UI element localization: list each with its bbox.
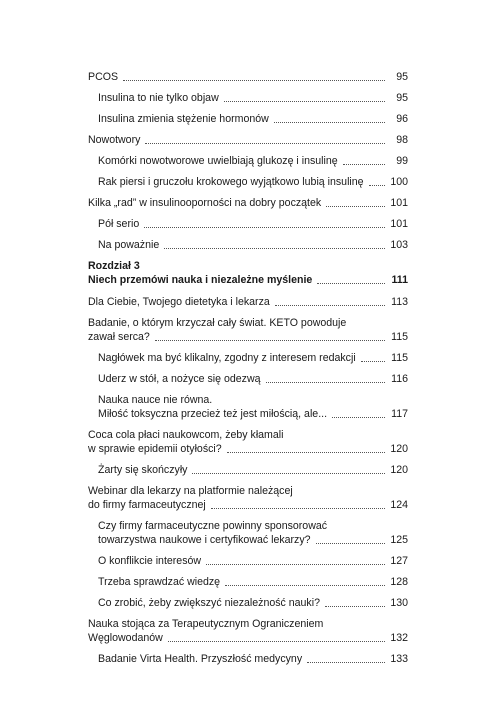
toc-section bbox=[88, 133, 408, 154]
toc-entry-line2 bbox=[88, 498, 408, 512]
toc-entry-line2 bbox=[98, 533, 408, 547]
dot-leader bbox=[275, 295, 385, 306]
dot-leader bbox=[325, 596, 385, 607]
dot-leader bbox=[227, 442, 385, 453]
page-number: 127 bbox=[390, 555, 408, 567]
dot-leader bbox=[192, 463, 385, 474]
chapter-title bbox=[88, 273, 408, 295]
page-number: 115 bbox=[391, 331, 408, 343]
toc-entry-title: Rak piersi i gruczołu krokowego wyjątkowo lubią insulinę bbox=[98, 176, 364, 188]
toc-section bbox=[88, 196, 408, 217]
toc-section bbox=[88, 70, 408, 91]
dot-leader bbox=[266, 372, 385, 383]
toc-entry-title-line2: zawał serca? bbox=[88, 331, 150, 343]
toc-subsection bbox=[88, 554, 408, 575]
dot-leader bbox=[369, 175, 385, 186]
page-number: 120 bbox=[390, 464, 408, 476]
toc-entry-title: Pół serio bbox=[98, 218, 140, 230]
page-number: 132 bbox=[390, 632, 408, 644]
dot-leader bbox=[144, 217, 385, 228]
toc-section bbox=[88, 617, 408, 652]
toc-subsection bbox=[88, 575, 408, 596]
toc-entry-title-line2: Węglowodanów bbox=[88, 632, 163, 644]
page-number: 98 bbox=[396, 134, 408, 146]
page-number: 101 bbox=[390, 197, 408, 209]
toc-subsection bbox=[88, 112, 408, 133]
page-number: 120 bbox=[390, 443, 408, 455]
dot-leader bbox=[274, 112, 385, 123]
page-number: 96 bbox=[396, 113, 408, 125]
toc-section bbox=[88, 428, 408, 463]
table-of-contents bbox=[88, 70, 408, 673]
page-number: 95 bbox=[396, 92, 408, 104]
dot-leader bbox=[343, 154, 385, 165]
toc-entry-title: Insulina zmienia stężenie hormonów bbox=[98, 113, 269, 125]
toc-entry-title-line1: Nauka stojąca za Terapeutycznym Ograniczeniem bbox=[88, 618, 324, 630]
toc-entry-title: Nagłówek ma być klikalny, zgodny z interesem redakcji bbox=[98, 352, 356, 364]
page-number: 111 bbox=[391, 274, 408, 286]
dot-leader bbox=[164, 238, 385, 249]
toc-entry-title-line2: Miłość toksyczna przecież też jest miłością, ale... bbox=[98, 408, 328, 420]
toc-entry-title: Uderz w stół, a nożyce się odezwą bbox=[98, 373, 261, 385]
chapter-label-text: Rozdział 3 bbox=[88, 260, 140, 272]
dot-leader bbox=[332, 407, 385, 418]
dot-leader bbox=[317, 273, 385, 284]
toc-subsection bbox=[88, 463, 408, 484]
toc-entry-title: Co zrobić, żeby zwiększyć niezależność nauki? bbox=[98, 597, 320, 609]
toc-subsection bbox=[88, 91, 408, 112]
page-number: 100 bbox=[390, 176, 408, 188]
toc-entry-title-line2: towarzystwa naukowe i certyfikować lekarzy? bbox=[98, 534, 311, 546]
toc-entry-title: Żarty się skończyły bbox=[98, 464, 188, 476]
dot-leader bbox=[206, 554, 385, 565]
dot-leader bbox=[224, 91, 385, 102]
toc-entry-title-line1: Webinar dla lekarzy na platformie należącej bbox=[88, 485, 293, 497]
toc-subsection bbox=[88, 175, 408, 196]
page-number: 101 bbox=[390, 218, 408, 230]
dot-leader bbox=[145, 133, 385, 144]
dot-leader bbox=[326, 196, 385, 207]
toc-entry-title-line2: do firmy farmaceutycznej bbox=[88, 499, 206, 511]
toc-entry-line2 bbox=[88, 442, 408, 456]
toc-subsection bbox=[88, 519, 408, 554]
toc-subsection bbox=[88, 393, 408, 428]
dot-leader bbox=[361, 351, 385, 362]
page-number: 124 bbox=[390, 499, 408, 511]
dot-leader bbox=[155, 330, 385, 341]
dot-leader bbox=[211, 498, 385, 509]
page-number: 130 bbox=[390, 597, 408, 609]
page-number: 133 bbox=[390, 653, 408, 665]
page-number: 103 bbox=[390, 239, 408, 251]
toc-entry-title: O konflikcie interesów bbox=[98, 555, 202, 567]
chapter-title-text: Niech przemówi nauka i niezależne myślenie bbox=[88, 274, 313, 286]
dot-leader bbox=[316, 533, 385, 544]
chapter-label bbox=[88, 259, 408, 273]
page-number: 113 bbox=[391, 296, 408, 308]
toc-entry-line2 bbox=[88, 631, 408, 645]
toc-subsection bbox=[88, 372, 408, 393]
page-number: 99 bbox=[396, 155, 408, 167]
toc-entry-title: Badanie Virta Health. Przyszłość medycyny bbox=[98, 653, 303, 665]
toc-entry-title-line1: Coca cola płaci naukowcom, żeby kłamali bbox=[88, 429, 284, 441]
toc-subsection bbox=[88, 351, 408, 372]
toc-entry-title-line2: w sprawie epidemii otyłości? bbox=[88, 443, 222, 455]
dot-leader bbox=[307, 652, 385, 663]
toc-entry-title: Insulina to nie tylko objaw bbox=[98, 92, 219, 104]
toc-section bbox=[88, 316, 408, 351]
page-number: 115 bbox=[391, 352, 408, 364]
toc-entry-title: Kilka „rad” w insulinooporności na dobry początek bbox=[88, 197, 322, 209]
toc-subsection bbox=[88, 154, 408, 175]
page-number: 125 bbox=[390, 534, 408, 546]
toc-entry-title: Dla Ciebie, Twojego dietetyka i lekarza bbox=[88, 296, 270, 308]
toc-subsection bbox=[88, 217, 408, 238]
toc-entry-title-line1: Nauka nauce nie równa. bbox=[98, 394, 213, 406]
toc-subsection bbox=[88, 596, 408, 617]
toc-entry-title-line1: Badanie, o którym krzyczał cały świat. KETO powoduje bbox=[88, 317, 347, 329]
toc-entry-line2 bbox=[98, 407, 408, 421]
toc-entry-line2 bbox=[88, 330, 408, 344]
toc-entry-title: PCOS bbox=[88, 71, 119, 83]
page-number: 95 bbox=[396, 71, 408, 83]
toc-subsection bbox=[88, 238, 408, 259]
dot-leader bbox=[168, 631, 385, 642]
page-number: 116 bbox=[391, 373, 408, 385]
dot-leader bbox=[123, 70, 385, 81]
toc-entry-title: Nowotwory bbox=[88, 134, 141, 146]
toc-section bbox=[88, 295, 408, 316]
toc-entry-title: Trzeba sprawdzać wiedzę bbox=[98, 576, 221, 588]
toc-entry-title: Komórki nowotworowe uwielbiają glukozę i insulinę bbox=[98, 155, 338, 167]
toc-section bbox=[88, 484, 408, 519]
toc-subsection bbox=[88, 652, 408, 673]
page-number: 128 bbox=[390, 576, 408, 588]
toc-entry-title-line1: Czy firmy farmaceutyczne powinny sponsorować bbox=[98, 520, 328, 532]
dot-leader bbox=[225, 575, 385, 586]
toc-entry-title: Na poważnie bbox=[98, 239, 160, 251]
page-number: 117 bbox=[391, 408, 408, 420]
